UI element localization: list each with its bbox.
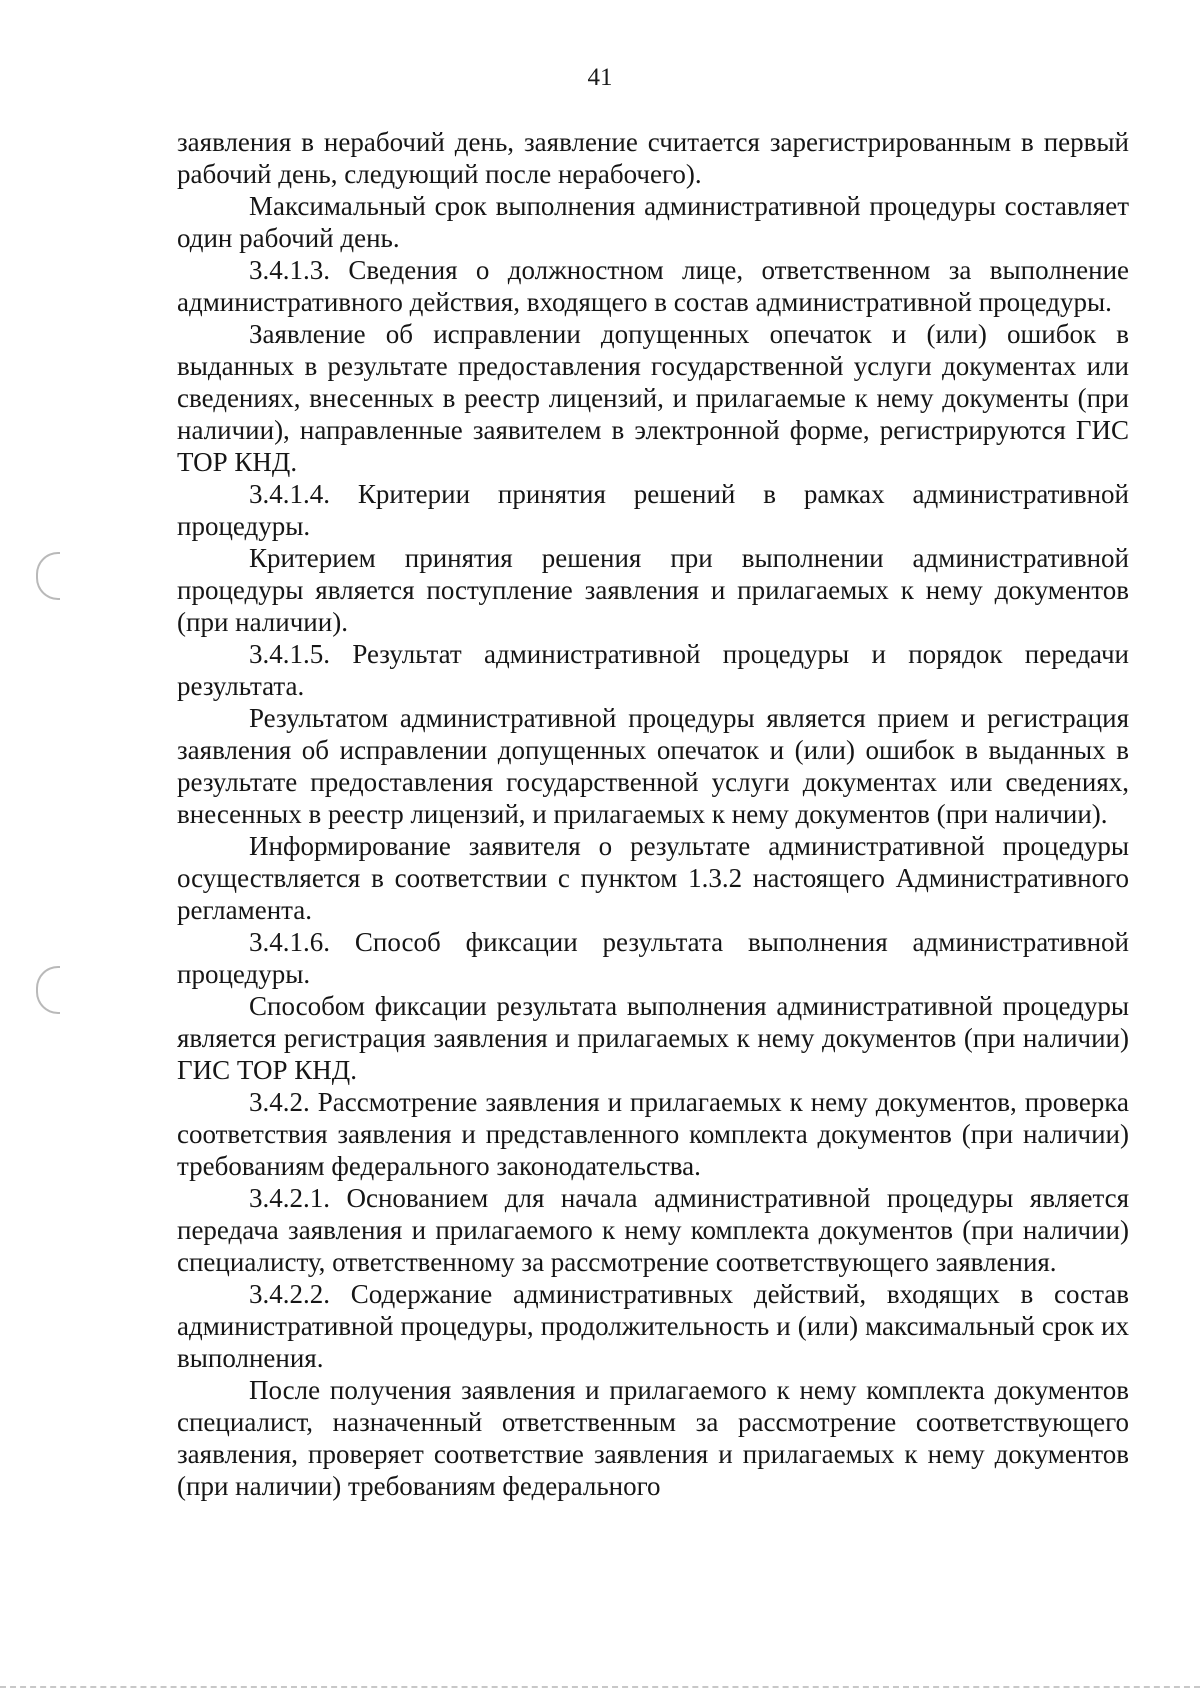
document-body (177, 126, 1129, 1502)
punch-hole-mark (36, 552, 60, 600)
paragraph: Заявление об исправлении допущенных опечаток и (или) ошибок в выданных в результате предоставления государственной услуги документах или сведениях, внесенных в реестр лицензий, и прилагаемые к нему документы (при наличии), направленные заявителем в электронной форме, регистрируются ГИС ТОР КНД. (177, 319, 1129, 477)
scan-edge-line (0, 1686, 1200, 1688)
paragraph: заявления в нерабочий день, заявление считается зарегистрированным в первый рабочий день, следующий после нерабочего). (177, 127, 1129, 189)
paragraph: 3.4.2. Рассмотрение заявления и прилагаемых к нему документов, проверка соответствия заявления и представленного комплекта документов (при наличии) требованиям федерального законодательства. (177, 1087, 1129, 1181)
paragraph: 3.4.1.3. Сведения о должностном лице, ответственном за выполнение административного действия, входящего в состав административной процедуры. (177, 255, 1129, 317)
page-number: 41 (587, 64, 613, 91)
paragraph: Максимальный срок выполнения административной процедуры составляет один рабочий день. (177, 191, 1129, 253)
punch-hole-mark (36, 966, 60, 1014)
paragraph: 3.4.2.2. Содержание административных действий, входящих в состав административной процедуры, продолжительность и (или) максимальный срок их выполнения. (177, 1279, 1129, 1373)
paragraph: Результатом административной процедуры является прием и регистрация заявления об исправлении допущенных опечаток и (или) ошибок в выданных в результате предоставления государственной услуги документах или сведениях, внесенных в реестр лицензий, и прилагаемых к нему документов (при наличии). (177, 703, 1129, 829)
paragraph: 3.4.1.4. Критерии принятия решений в рамках административной процедуры. (177, 479, 1129, 541)
paragraph: Информирование заявителя о результате административной процедуры осуществляется в соответствии с пунктом 1.3.2 настоящего Административного регламента. (177, 831, 1129, 925)
paragraph: 3.4.1.5. Результат административной процедуры и порядок передачи результата. (177, 639, 1129, 701)
paragraph: После получения заявления и прилагаемого к нему комплекта документов специалист, назначенный ответственным за рассмотрение соответствующего заявления, проверяет соответствие заявления и прилагаемых к нему документов (при наличии) требованиям федерального (177, 1375, 1129, 1501)
paragraph: Способом фиксации результата выполнения административной процедуры является регистрация заявления и прилагаемых к нему документов (при наличии) ГИС ТОР КНД. (177, 991, 1129, 1085)
paragraph: 3.4.1.6. Способ фиксации результата выполнения административной процедуры. (177, 927, 1129, 989)
paragraph: 3.4.2.1. Основанием для начала административной процедуры является передача заявления и прилагаемого к нему комплекта документов (при наличии) специалисту, ответственному за рассмотрение соответствующего заявления. (177, 1183, 1129, 1277)
paragraph: Критерием принятия решения при выполнении административной процедуры является поступление заявления и прилагаемых к нему документов (при наличии). (177, 543, 1129, 637)
